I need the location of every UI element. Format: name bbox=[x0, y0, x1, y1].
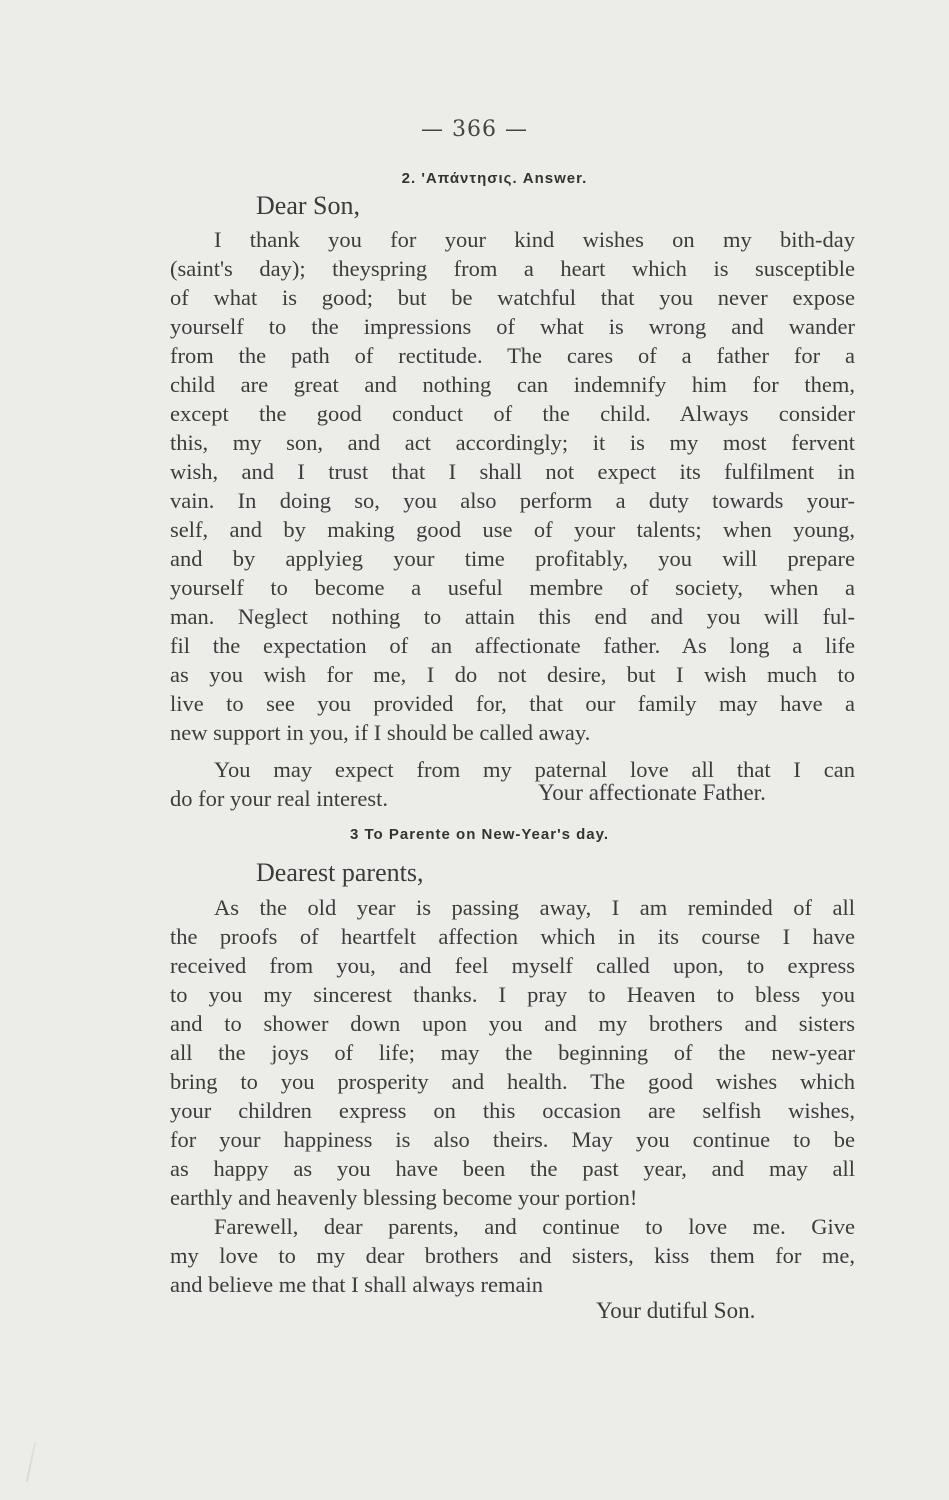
salutation-dearest-parents: Dearest parents, bbox=[256, 858, 424, 887]
text-line: wish, and I trust that I shall not expect its fulfilment in bbox=[170, 459, 855, 484]
text-line: for your happiness is also theirs. May you continue to be bbox=[170, 1127, 855, 1152]
text-line: (saint's day); theyspring from a heart which is susceptible bbox=[170, 256, 855, 281]
text-line: of what is good; but be watchful that you never expose bbox=[170, 285, 855, 310]
text-line: Farewell, dear parents, and continue to love me. Give bbox=[214, 1214, 855, 1239]
section-heading-answer: 2. 'Απάντησις. Answer. bbox=[401, 170, 588, 187]
letter1-paragraph-1 bbox=[170, 225, 855, 747]
text-line: As the old year is passing away, I am reminded of all bbox=[214, 895, 855, 920]
text-line: and believe me that I shall always remain bbox=[170, 1272, 543, 1297]
text-line: man. Neglect nothing to attain this end and you will ful- bbox=[170, 604, 855, 629]
paper-mark bbox=[26, 1442, 36, 1482]
text-line: new support in you, if I should be called away. bbox=[170, 720, 591, 745]
text-line: You may expect from my paternal love all that I can bbox=[214, 757, 855, 782]
text-line: received from you, and feel myself called upon, to express bbox=[170, 953, 855, 978]
text-line: my love to my dear brothers and sisters, kiss them for me, bbox=[170, 1243, 855, 1268]
page-number: — 366 — bbox=[421, 117, 528, 142]
text-line: I thank you for your kind wishes on my bith-day bbox=[214, 227, 855, 252]
text-line: yourself to become a useful membre of society, when a bbox=[170, 575, 855, 600]
salutation-dear-son: Dear Son, bbox=[256, 191, 360, 220]
text-line: all the joys of life; may the beginning of the new-year bbox=[170, 1040, 855, 1065]
text-line: self, and by making good use of your talents; when young, bbox=[170, 517, 855, 542]
signoff-son: Your dutiful Son. bbox=[596, 1298, 756, 1323]
text-line: the proofs of heartfelt affection which in its course I have bbox=[170, 924, 855, 949]
text-line: fil the expectation of an affectionate father. As long a life bbox=[170, 633, 855, 658]
text-line: yourself to the impressions of what is wrong and wander bbox=[170, 314, 855, 339]
text-line: to you my sincerest thanks. I pray to Heaven to bless you bbox=[170, 982, 855, 1007]
text-line: bring to you prosperity and health. The good wishes which bbox=[170, 1069, 855, 1094]
letter2-paragraph-1 bbox=[170, 893, 855, 1212]
text-line: do for your real interest. bbox=[170, 786, 389, 811]
text-line: as happy as you have been the past year, and may all bbox=[170, 1156, 855, 1181]
text-line: and to shower down upon you and my brothers and sisters bbox=[170, 1011, 855, 1036]
letter2-paragraph-2 bbox=[170, 1212, 855, 1299]
section-heading-new-year: 3 To Parente on New-Year's day. bbox=[349, 826, 610, 843]
text-line: this, my son, and act accordingly; it is my most fervent bbox=[170, 430, 855, 455]
text-line: from the path of rectitude. The cares of a father for a bbox=[170, 343, 855, 368]
text-line: and by applyieg your time profitably, you will prepare bbox=[170, 546, 855, 571]
text-line: live to see you provided for, that our family may have a bbox=[170, 691, 855, 716]
text-line: your children express on this occasion are selfish wishes, bbox=[170, 1098, 855, 1123]
text-line: vain. In doing so, you also perform a duty towards your- bbox=[170, 488, 855, 513]
text-line: child are great and nothing can indemnify him for them, bbox=[170, 372, 855, 397]
text-line: except the good conduct of the child. Always consider bbox=[170, 401, 855, 426]
text-line: as you wish for me, I do not desire, but I wish much to bbox=[170, 662, 855, 687]
text-line: earthly and heavenly blessing become your portion! bbox=[170, 1185, 638, 1210]
signoff-father: Your affectionate Father. bbox=[538, 780, 766, 805]
